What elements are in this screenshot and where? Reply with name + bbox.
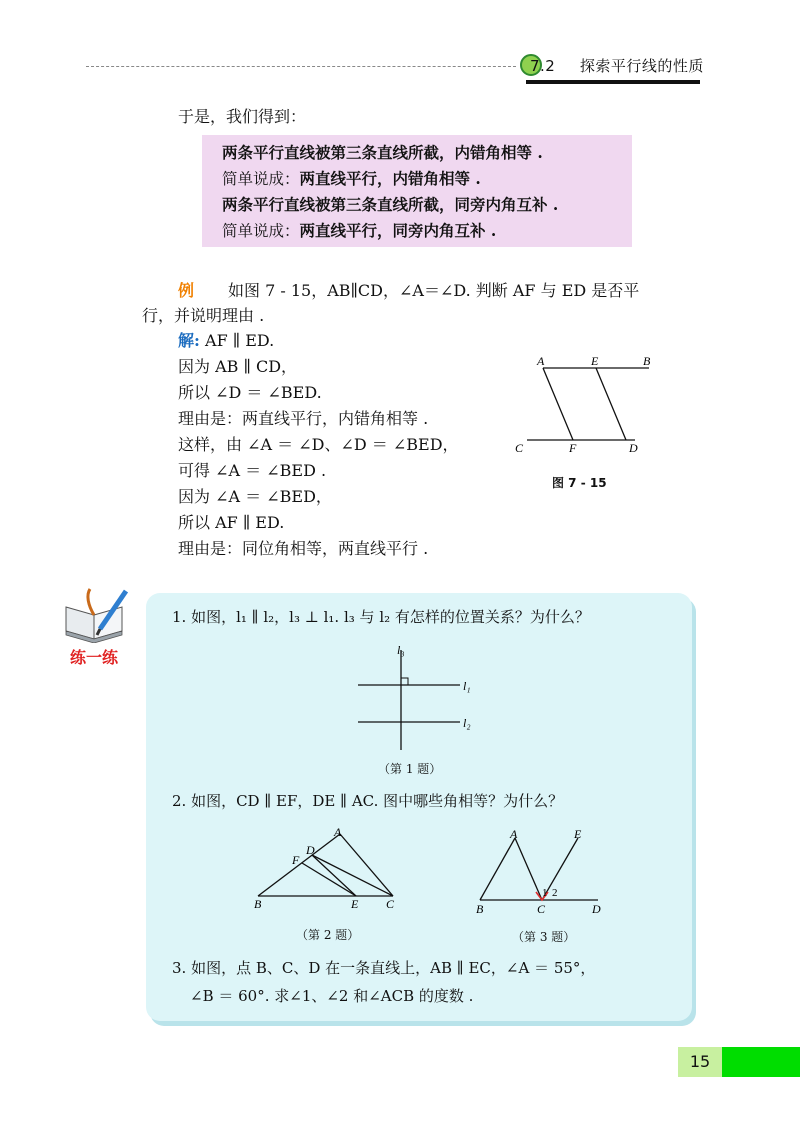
exercise-q2: 2. 如图，CD ∥ EF，DE ∥ AC. 图中哪些角相等？为什么？	[172, 792, 564, 810]
solution-line	[178, 328, 274, 353]
solution-first: AF ∥ ED.	[205, 331, 275, 350]
fig2-line-AC	[340, 834, 393, 896]
fig3-label-B: B	[476, 902, 484, 916]
fig2-line-DE	[312, 855, 356, 896]
example-statement-1: 如图 7 - 15，AB∥CD，∠A＝∠D. 判断 AF 与 ED 是否平	[228, 281, 640, 300]
example-statement-2: 行，并说明理由 .	[142, 306, 265, 325]
section-number: 7.2	[530, 57, 556, 75]
fig1-right-angle-mark	[401, 678, 408, 685]
fig2-label-E: E	[351, 897, 359, 911]
fig715-label-F: F	[569, 441, 577, 455]
summary-line-2-text: 两直线平行，内错角相等 .	[299, 168, 481, 188]
fig3-angle-2: 2	[552, 887, 558, 899]
summary-box	[202, 135, 632, 247]
solution-step-1: 因为 AB ∥ CD，	[178, 357, 298, 376]
fig2-line-FE	[302, 863, 356, 896]
fig715-line-ED	[596, 368, 626, 440]
fig3-line-BA	[480, 838, 515, 900]
figure-7-15	[505, 348, 675, 463]
page-number: 15	[689, 1052, 711, 1071]
solution-step-4: 这样，由 ∠A ＝ ∠D、∠D ＝ ∠BED，	[178, 435, 459, 454]
exercise-fig-2	[248, 826, 408, 914]
fig2-label-A: A	[334, 826, 342, 839]
solution-step-6: 因为 ∠A ＝ ∠BED，	[178, 487, 332, 506]
exercise-fig-3-caption: （第 3 题）	[512, 930, 576, 944]
exercise-fig-1-caption: （第 1 题）	[378, 762, 442, 776]
exercise-fig-2-caption: （第 2 题）	[296, 928, 360, 942]
solution-step-8: 理由是：同位角相等，两直线平行 .	[178, 539, 429, 558]
fig2-label-F: F	[292, 853, 300, 867]
intro-text: 于是，我们得到：	[178, 107, 307, 126]
fig2-label-D: D	[306, 843, 315, 857]
summary-line-4: 简单说成：两直线平行，同旁内角互补 .	[222, 220, 497, 240]
fig1-label-l3: l₃	[397, 643, 405, 657]
summary-line-1: 两条平行直线被第三条直线所截，内错角相等 .	[222, 143, 543, 162]
header-underline	[526, 80, 700, 84]
fig2-line-DC	[312, 855, 393, 896]
fig1-label-l1: l₁	[463, 679, 471, 693]
fig3-label-D: D	[592, 902, 601, 916]
fig715-label-C: C	[515, 441, 524, 455]
fig3-label-C: C	[537, 902, 546, 916]
fig3-line-AC	[515, 838, 542, 900]
fig3-angle-1: 1	[542, 887, 548, 899]
fig715-label-E: E	[591, 354, 599, 368]
fig3-label-A: A	[510, 827, 518, 841]
figure-7-15-caption: 图 7 - 15	[552, 476, 607, 490]
solution-step-2: 所以 ∠D ＝ ∠BED.	[178, 383, 322, 402]
fig715-label-B: B	[643, 354, 651, 368]
exercise-q3-line-1: 3. 如图，点 B、C、D 在一条直线上，AB ∥ EC，∠A ＝ 55°，	[172, 959, 596, 977]
summary-line-3: 两条平行直线被第三条直线所截，同旁内角互补 .	[222, 195, 559, 214]
fig2-label-C: C	[386, 897, 395, 911]
fig715-line-AF	[543, 368, 573, 440]
example-label: 例	[178, 281, 195, 300]
fig3-label-E: E	[574, 827, 582, 841]
solution-step-5: 可得 ∠A ＝ ∠BED .	[178, 461, 327, 480]
solution-label: 解:	[178, 331, 200, 350]
header-dashed-rule	[86, 66, 516, 67]
solution-step-7: 所以 AF ∥ ED.	[178, 513, 285, 532]
solution-step-3: 理由是：两直线平行，内错角相等 .	[178, 409, 429, 428]
running-header	[530, 55, 704, 76]
exercise-fig-3	[470, 826, 610, 918]
fig2-label-B: B	[254, 897, 262, 911]
exercise-label: 练一练	[70, 648, 119, 667]
fig1-label-l2: l₂	[463, 716, 471, 730]
fig715-label-D: D	[629, 441, 638, 455]
summary-line-2: 简单说成：两直线平行，内错角相等 .	[222, 168, 481, 188]
exercise-q3-line-2: ∠B ＝ 60°. 求∠1、∠2 和∠ACB 的度数 .	[190, 987, 474, 1005]
exercise-fig-1	[350, 640, 490, 755]
exercise-q1: 1. 如图，l₁ ∥ l₂，l₃ ⊥ l₁. l₃ 与 l₂ 有怎样的位置关系？为什么？	[172, 608, 590, 626]
book-pencil-icon	[60, 585, 132, 643]
section-title: 探索平行线的性质	[579, 57, 704, 75]
fig715-label-A: A	[537, 354, 545, 368]
summary-line-4-text: 两直线平行，同旁内角互补 .	[299, 220, 497, 240]
